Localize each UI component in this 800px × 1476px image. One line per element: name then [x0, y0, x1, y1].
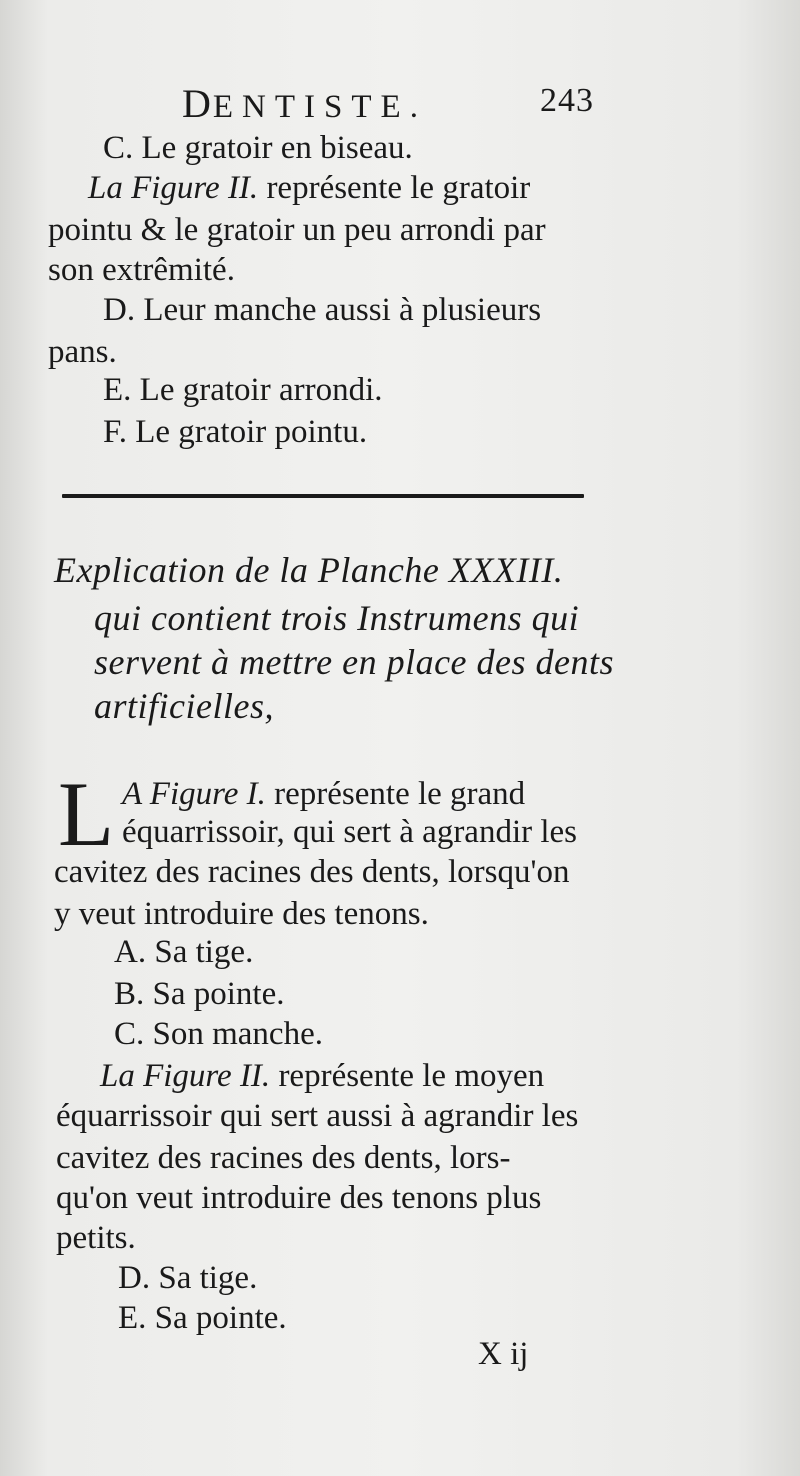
section-title-line-4: artificielles, [94, 686, 274, 726]
item-label: C. [114, 1016, 145, 1052]
line-top-1 [103, 128, 413, 168]
running-head-rest: ENTISTE. [212, 89, 427, 125]
line-top-2 [88, 168, 530, 208]
p1-line-2: équarrissoir, qui sert à agrandir les [122, 814, 578, 850]
p1-line-1 [122, 774, 525, 814]
section-title-line-2: qui contient trois Instrumens qui [94, 598, 580, 638]
item-text: Sa pointe. [152, 976, 285, 1012]
p2-line-2: équarrissoir qui sert aussi à agrandir les [56, 1098, 579, 1134]
line-top-5 [103, 290, 541, 330]
item-label: C. [103, 130, 134, 166]
item-text: Sa tige. [158, 1260, 258, 1296]
item-label: E. [103, 372, 132, 408]
item-label: B. [114, 976, 145, 1012]
p1-line-3: cavitez des racines des dents, lorsqu'on [54, 854, 570, 890]
drop-cap: L [58, 763, 115, 865]
item-d [118, 1258, 257, 1298]
figure-ref: La Figure II. [100, 1058, 271, 1094]
p2-line-3: cavitez des racines des dents, lors- [56, 1140, 511, 1176]
item-e [118, 1298, 287, 1338]
page-number: 243 [540, 82, 594, 119]
line-top-6: pans. [48, 334, 117, 370]
item-text: Sa tige. [154, 934, 254, 970]
line-top-8 [103, 412, 367, 452]
item-c [114, 1014, 323, 1054]
item-label: D. [118, 1260, 151, 1296]
item-text: Le gratoir arrondi. [139, 372, 383, 408]
running-head-initial: D [182, 81, 213, 126]
line-top-4: son extrêmité. [48, 252, 235, 288]
p2-line-4: qu'on veut introduire des tenons plus [56, 1180, 542, 1216]
section-title-line-3: servent à mettre en place des dents [94, 642, 615, 682]
running-head [182, 80, 427, 127]
p2-line-1 [100, 1056, 544, 1096]
item-label: A. [114, 934, 147, 970]
item-label: F. [103, 414, 127, 450]
line-top-7 [103, 370, 382, 410]
item-text: Leur manche aussi à plusieurs [143, 292, 542, 328]
signature-mark: X ij [478, 1336, 529, 1372]
item-label: D. [103, 292, 136, 328]
item-label: E. [118, 1300, 147, 1336]
p1-line-4: y veut introduire des tenons. [54, 896, 429, 932]
section-divider [62, 494, 584, 498]
line-top-3: pointu & le gratoir un peu arrondi par [48, 212, 546, 248]
item-text: Sa pointe. [154, 1300, 287, 1336]
item-text: Le gratoir pointu. [135, 414, 368, 450]
figure-ref: A Figure I. [122, 776, 266, 812]
p2-line-5: petits. [56, 1220, 136, 1256]
item-b [114, 974, 285, 1014]
item-a [114, 932, 253, 972]
figure-ref: La Figure II. [88, 170, 259, 206]
line-text: représente le moyen [278, 1058, 545, 1094]
line-text: représente le gratoir [266, 170, 531, 206]
line-text: représente le grand [274, 776, 526, 812]
item-text: Son manche. [152, 1016, 323, 1052]
section-title-line-1: Explication de la Planche XXXIII. [54, 550, 564, 590]
item-text: Le gratoir en biseau. [141, 130, 413, 166]
